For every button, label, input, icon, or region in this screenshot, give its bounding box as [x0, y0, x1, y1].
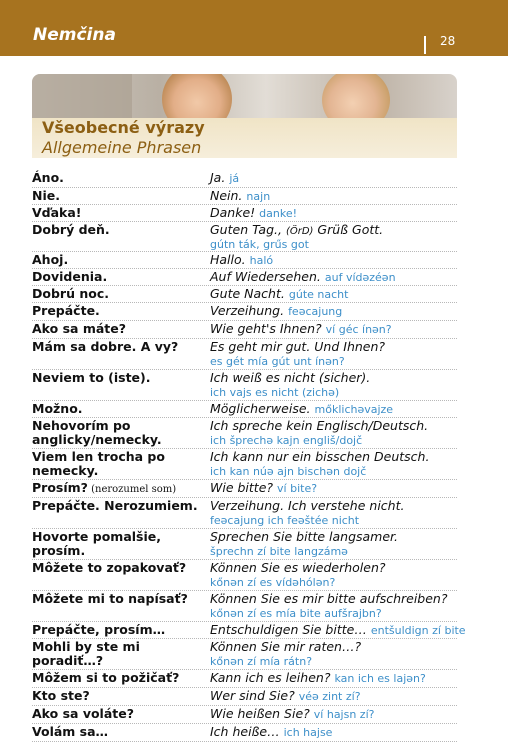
phrase-pronunciation: ví bite? [277, 482, 318, 495]
header-divider [424, 36, 426, 54]
phrase-row [32, 303, 457, 321]
phrase-slovak: Áno. [32, 170, 64, 185]
phrase-row [32, 188, 457, 205]
phrase-german: Wie bitte? ví bite? [210, 480, 318, 495]
phrase-german: Kann ich es leihen? kan ich es lajən? [210, 670, 426, 685]
phrase-slovak: Môžem si to požičať? [32, 670, 180, 685]
phrase-row [32, 498, 457, 529]
phrase-german: Entschuldigen Sie bitte… entšuldign zí bite [210, 622, 466, 637]
phrase-row [32, 449, 457, 480]
phrase-slovak: Ako sa máte? [32, 321, 126, 336]
phrase-row [32, 170, 457, 188]
phrase-row [32, 252, 457, 269]
phrase-row [32, 339, 457, 370]
phrase-german: Es geht mir gut. Und Ihnen? [210, 339, 386, 354]
section-title-de: Allgemeine Phrasen [42, 138, 202, 157]
phrase-german: Ich kann nur ein bisschen Deutsch. [210, 449, 430, 464]
phrase-pronunciation: šprechn zí bite langzámə [210, 545, 348, 558]
book-title: Nemčina [33, 25, 116, 45]
person-photo-left [162, 74, 232, 118]
phrase-slovak: Prosím? (nerozumel som) [32, 480, 177, 495]
phrase-german: Wie geht's Ihnen? ví géc ínən? [210, 321, 392, 336]
phrase-slovak: Nie. [32, 188, 60, 203]
phrase-pronunciation: mőklichəvajze [314, 403, 394, 416]
phrase-slovak: Môžete to zopakovať? [32, 560, 187, 575]
page-header [0, 0, 508, 56]
phrase-pronunciation: kőnən zí mía rátn? [210, 655, 313, 668]
phrase-german: Verzeihung. Ich verstehe nicht. [210, 498, 405, 513]
phrase-pronunciation: véə zint zí? [298, 690, 361, 703]
phrase-german: Ich heiße… ich hajse [210, 724, 333, 739]
phrase-pronunciation: haló [249, 254, 274, 267]
phrase-row [32, 639, 457, 670]
phrase-slovak: Prepáčte. [32, 303, 100, 318]
phrase-german: Hallo. haló [210, 252, 274, 267]
phrase-pronunciation: ich vajs es nicht (zichə) [210, 386, 340, 399]
phrase-row [32, 401, 457, 418]
phrase-slovak-note: (nerozumel som) [87, 484, 177, 495]
phrase-pronunciation: gúte nacht [288, 288, 349, 301]
phrase-pronunciation: auf vídəzéən [324, 271, 396, 284]
section-photo [32, 74, 457, 118]
phrase-slovak: Mám sa dobre. A vy? [32, 339, 179, 354]
phrase-row [32, 205, 457, 222]
phrase-pronunciation: danke! [259, 207, 298, 220]
phrase-row [32, 269, 457, 286]
phrase-slovak: Možno. [32, 401, 83, 416]
phrase-slovak: Dovidenia. [32, 269, 108, 284]
phrase-pronunciation: kan ich es lajən? [334, 672, 426, 685]
phrase-german: Nein. najn [210, 188, 271, 203]
phrase-pronunciation: já [229, 172, 240, 185]
phrase-german: Können Sie mir raten…? [210, 639, 362, 654]
phrase-german: Danke! danke! [210, 205, 298, 220]
phrase-row [32, 286, 457, 303]
phrase-slovak: Hovorte pomalšie, prosím. [32, 529, 161, 558]
phrase-slovak: Prepáčte. Nerozumiem. [32, 498, 198, 513]
phrase-row [32, 724, 457, 742]
phrase-german: Verzeihung. feəcajung [210, 303, 343, 318]
phrase-german: Ja. já [210, 170, 240, 185]
phrase-row [32, 321, 457, 339]
phrase-german: Möglicherweise. mőklichəvajze [210, 401, 394, 416]
person-photo-right [322, 74, 390, 118]
phrase-slovak: Nehovorím po anglicky/nemecky. [32, 418, 162, 447]
phrase-row [32, 591, 457, 622]
phrase-pronunciation: es gét mía gút unt ínən? [210, 355, 345, 368]
phrase-row [32, 370, 457, 401]
phrase-slovak: Ako sa voláte? [32, 706, 134, 721]
phrase-row [32, 706, 457, 724]
phrase-pronunciation: ich hajse [283, 726, 333, 739]
phrase-pronunciation: ví hajsn zí? [313, 708, 375, 721]
phrase-slovak: Viem len trocha po nemecky. [32, 449, 165, 478]
section-heading [32, 118, 457, 158]
phrase-row [32, 560, 457, 591]
phrase-pronunciation: feəcajung ich feəštée nicht [210, 514, 360, 527]
phrase-german: Sprechen Sie bitte langsamer. [210, 529, 399, 544]
phrase-slovak: Môžete mi to napísať? [32, 591, 188, 606]
phrase-german: Ich weiß es nicht (sicher). [210, 370, 371, 385]
phrase-slovak: Vďaka! [32, 205, 82, 220]
phrase-pronunciation: feəcajung [288, 305, 343, 318]
phrase-pronunciation: kőnən zí es mía bite aufšrajbn? [210, 607, 382, 620]
phrase-german: Können Sie es wiederholen? [210, 560, 386, 575]
phrase-pronunciation: entšuldign zí bite [370, 624, 466, 637]
phrase-german: Gute Nacht. gúte nacht [210, 286, 349, 301]
phrase-slovak: Kto ste? [32, 688, 90, 703]
phrase-slovak: Dobrú noc. [32, 286, 109, 301]
phrase-row [32, 688, 457, 706]
phrase-german: Können Sie es mir bitte aufschreiben? [210, 591, 448, 606]
phrase-pronunciation: ich šprechə kajn engliš/dojč [210, 434, 363, 447]
phrase-list [32, 170, 466, 742]
phrase-pronunciation: ví géc ínən? [325, 323, 392, 336]
phrase-row [32, 480, 457, 498]
phrase-slovak: Dobrý deň. [32, 222, 110, 237]
page-number: 28 [440, 34, 456, 48]
phrase-german: Guten Tag., (ÖrD) Grüß Gott. [210, 222, 384, 237]
phrase-german: Wie heißen Sie? ví hajsn zí? [210, 706, 375, 721]
phrase-pronunciation: gútn ták, grűs got [210, 238, 309, 251]
phrase-pronunciation: ich kan núə ajn bischən dojč [210, 465, 367, 478]
section-title-sk: Všeobecné výrazy [42, 118, 205, 137]
phrase-slovak: Volám sa… [32, 724, 109, 739]
phrase-german: Auf Wiedersehen. auf vídəzéən [210, 269, 396, 284]
phrase-row [32, 622, 466, 639]
phrase-row [32, 222, 457, 252]
phrase-german: Ich spreche kein Englisch/Deutsch. [210, 418, 429, 433]
phrase-slovak: Ahoj. [32, 252, 69, 267]
phrase-pronunciation: najn [246, 190, 271, 203]
phrase-slovak: Prepáčte, prosím… [32, 622, 166, 637]
phrase-german: Wer sind Sie? véə zint zí? [210, 688, 361, 703]
phrase-row [32, 418, 457, 449]
phrase-slovak: Mohli by ste mi poradiť…? [32, 639, 140, 668]
phrase-row [32, 670, 457, 688]
phrase-row [32, 529, 457, 560]
phrase-pronunciation: kőnən zí es vídəhólən? [210, 576, 336, 589]
phrase-slovak: Neviem to (iste). [32, 370, 151, 385]
